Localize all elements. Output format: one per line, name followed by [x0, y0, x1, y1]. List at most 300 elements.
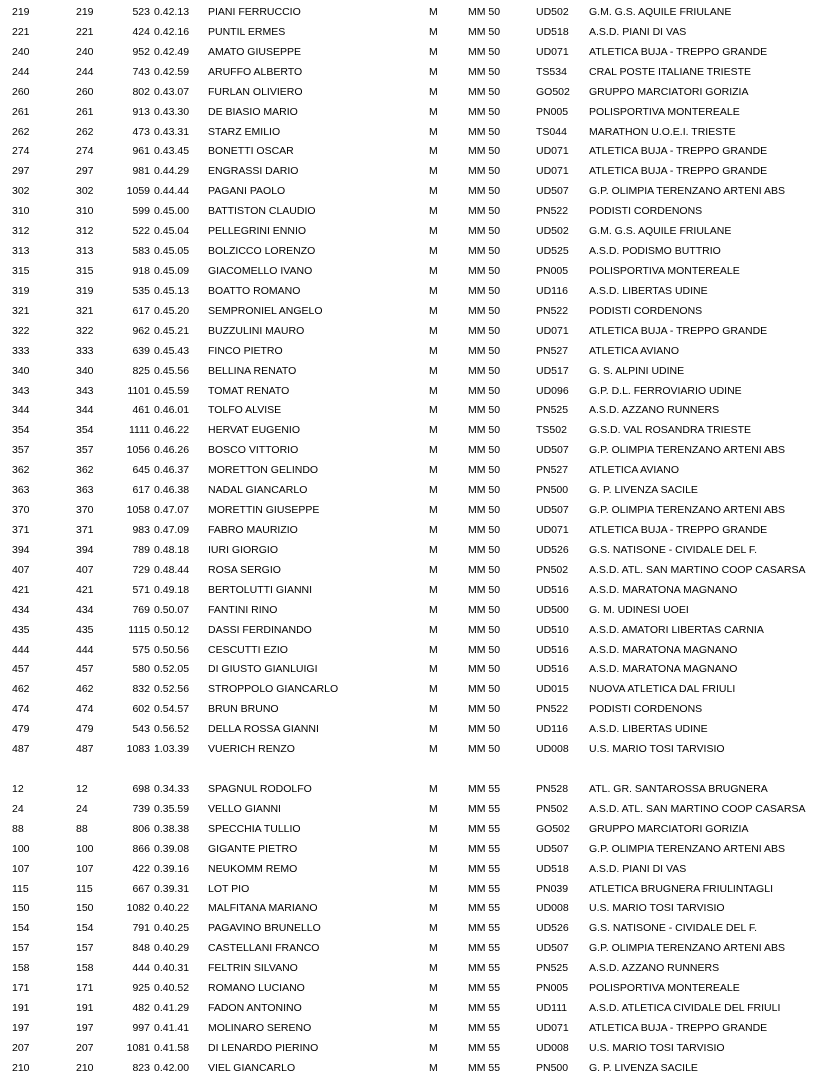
- table-row: [0, 302, 820, 322]
- category-position: 474: [76, 703, 94, 716]
- athlete-name: AMATO GIUSEPPE: [208, 45, 301, 58]
- results-table: [0, 3, 820, 1079]
- category-position: 394: [76, 543, 94, 556]
- athlete-name: SPECCHIA TULLIO: [208, 822, 301, 835]
- bib-number: 823: [132, 1061, 150, 1074]
- athlete-name: PAGANI PAOLO: [208, 185, 286, 198]
- athlete-name: BUZZULINI MAURO: [208, 324, 305, 337]
- club-name: G.P. OLIMPIA TERENZANO ARTENI ABS: [589, 942, 786, 955]
- club-name: A.S.D. LIBERTAS UDINE: [589, 723, 708, 736]
- position: 24: [12, 802, 24, 815]
- athlete-name: ROMANO LUCIANO: [208, 982, 305, 995]
- category-position: 260: [76, 85, 94, 98]
- club-name: G.M. G.S. AQUILE FRIULANE: [589, 225, 732, 238]
- athlete-name: ROSA SERGIO: [208, 563, 281, 576]
- club-name: A.S.D. MARATONA MAGNANO: [589, 643, 738, 656]
- finish-time: 0.41.41: [154, 1022, 190, 1035]
- club-code: TS534: [536, 65, 567, 78]
- category-position: 319: [76, 284, 94, 297]
- club-name: U.S. MARIO TOSI TARVISIO: [589, 902, 725, 915]
- bib-number: 729: [132, 563, 150, 576]
- club-name: A.S.D. AZZANO RUNNERS: [589, 404, 720, 417]
- position: 343: [12, 384, 30, 397]
- category-position: 457: [76, 663, 94, 676]
- club-name: ATLETICA BUJA - TREPPO GRANDE: [589, 324, 768, 337]
- sex: M: [429, 643, 438, 656]
- athlete-name: FABRO MAURIZIO: [208, 523, 298, 536]
- position: 210: [12, 1061, 30, 1074]
- athlete-name: LOT PIO: [208, 882, 250, 895]
- position: 158: [12, 962, 30, 975]
- category-position: 354: [76, 424, 94, 437]
- sex: M: [429, 105, 438, 118]
- position: 371: [12, 523, 30, 536]
- sex: M: [429, 225, 438, 238]
- category: MM 50: [468, 364, 501, 377]
- finish-time: 0.45.56: [154, 364, 190, 377]
- club-code: PN522: [536, 205, 569, 218]
- position: 260: [12, 85, 30, 98]
- category-position: 322: [76, 324, 94, 337]
- club-code: GO502: [536, 822, 570, 835]
- sex: M: [429, 304, 438, 317]
- sex: M: [429, 404, 438, 417]
- club-code: UD008: [536, 743, 569, 756]
- finish-time: 0.43.07: [154, 85, 190, 98]
- bib-number: 543: [132, 723, 150, 736]
- bib-number: 523: [132, 6, 150, 18]
- finish-time: 0.38.38: [154, 822, 190, 835]
- finish-time: 0.50.07: [154, 603, 190, 616]
- finish-time: 0.45.21: [154, 324, 190, 337]
- club-name: G.P. OLIMPIA TERENZANO ARTENI ABS: [589, 185, 786, 198]
- sex: M: [429, 1061, 438, 1074]
- sex: M: [429, 862, 438, 875]
- bib-number: 825: [132, 364, 150, 377]
- category-position: 362: [76, 464, 94, 477]
- position: 315: [12, 264, 30, 277]
- finish-time: 0.40.29: [154, 942, 190, 955]
- table-row: [0, 362, 820, 382]
- position: 302: [12, 185, 30, 198]
- athlete-name: DI GIUSTO GIANLUIGI: [208, 663, 318, 676]
- bib-number: 1081: [126, 1041, 150, 1054]
- category-position: 274: [76, 145, 94, 158]
- bib-number: 522: [132, 225, 150, 238]
- club-name: ATLETICA BUJA - TREPPO GRANDE: [589, 1022, 768, 1035]
- bib-number: 1059: [126, 185, 150, 198]
- category: MM 50: [468, 523, 501, 536]
- finish-time: 0.43.30: [154, 105, 190, 118]
- position: 12: [12, 782, 24, 795]
- category-position: 107: [76, 862, 94, 875]
- club-code: UD096: [536, 384, 569, 397]
- bib-number: 962: [132, 324, 150, 337]
- finish-time: 0.45.43: [154, 344, 190, 357]
- table-row: [0, 103, 820, 123]
- table-row: [0, 581, 820, 601]
- category-position: 310: [76, 205, 94, 218]
- sex: M: [429, 6, 438, 18]
- sex: M: [429, 464, 438, 477]
- table-row: [0, 521, 820, 541]
- category: MM 50: [468, 504, 501, 517]
- category: MM 55: [468, 882, 501, 895]
- finish-time: 0.39.31: [154, 882, 190, 895]
- category: MM 55: [468, 822, 501, 835]
- bib-number: 617: [132, 484, 150, 497]
- bib-number: 535: [132, 284, 150, 297]
- bib-number: 983: [132, 523, 150, 536]
- bib-number: 1111: [128, 424, 150, 437]
- category-position: 115: [76, 882, 93, 895]
- club-code: UD071: [536, 45, 569, 58]
- category: MM 50: [468, 105, 501, 118]
- club-code: UD071: [536, 145, 569, 158]
- club-name: ATLETICA BUJA - TREPPO GRANDE: [589, 145, 768, 158]
- finish-time: 0.39.16: [154, 862, 190, 875]
- club-name: G.P. OLIMPIA TERENZANO ARTENI ABS: [589, 444, 786, 457]
- club-name: POLISPORTIVA MONTEREALE: [589, 105, 740, 118]
- athlete-name: VIEL GIANCARLO: [208, 1061, 296, 1074]
- bib-number: 667: [132, 882, 150, 895]
- bib-number: 645: [132, 464, 150, 477]
- athlete-name: TOMAT RENATO: [208, 384, 290, 397]
- club-code: TS502: [536, 424, 567, 437]
- club-code: UD008: [536, 1041, 569, 1054]
- sex: M: [429, 1022, 438, 1035]
- position: 240: [12, 45, 30, 58]
- sex: M: [429, 723, 438, 736]
- club-name: ATLETICA BRUGNERA FRIULINTAGLI: [589, 882, 773, 895]
- category-position: 340: [76, 364, 94, 377]
- bib-number: 806: [132, 822, 150, 835]
- sex: M: [429, 344, 438, 357]
- athlete-name: CESCUTTI EZIO: [208, 643, 288, 656]
- finish-time: 0.45.09: [154, 264, 190, 277]
- position: 107: [12, 862, 30, 875]
- athlete-name: MALFITANA MARIANO: [208, 902, 318, 915]
- category: MM 50: [468, 484, 501, 497]
- category: MM 50: [468, 6, 501, 18]
- club-code: UD071: [536, 165, 569, 178]
- category: MM 50: [468, 145, 501, 158]
- club-name: G.S.D. VAL ROSANDRA TRIESTE: [589, 424, 752, 437]
- table-row: [0, 123, 820, 143]
- category-position: 191: [76, 1002, 94, 1015]
- club-code: UD507: [536, 504, 569, 517]
- athlete-name: BOLZICCO LORENZO: [208, 245, 316, 258]
- position: 479: [12, 723, 30, 736]
- position: 297: [12, 165, 30, 178]
- club-code: PN502: [536, 563, 569, 576]
- bib-number: 791: [132, 922, 150, 935]
- finish-time: 0.40.25: [154, 922, 190, 935]
- sex: M: [429, 444, 438, 457]
- position: 421: [12, 583, 30, 596]
- bib-number: 743: [132, 65, 150, 78]
- finish-time: 0.46.38: [154, 484, 190, 497]
- table-row: [0, 23, 820, 43]
- athlete-name: VUERICH RENZO: [208, 743, 295, 756]
- club-code: PN005: [536, 982, 569, 995]
- club-code: UD500: [536, 603, 569, 616]
- athlete-name: STARZ EMILIO: [208, 125, 281, 138]
- position: 407: [12, 563, 30, 576]
- club-name: A.S.D. ATLETICA CIVIDALE DEL FRIULI: [589, 1002, 781, 1015]
- position: 207: [12, 1041, 30, 1054]
- club-name: A.S.D. MARATONA MAGNANO: [589, 583, 738, 596]
- category-position: 333: [76, 344, 94, 357]
- sex: M: [429, 683, 438, 696]
- table-row: [0, 621, 820, 641]
- finish-time: 0.47.09: [154, 523, 190, 536]
- category: MM 50: [468, 424, 501, 437]
- athlete-name: FANTINI RINO: [208, 603, 278, 616]
- position: 435: [12, 623, 30, 636]
- position: 310: [12, 205, 30, 218]
- finish-time: 0.45.04: [154, 225, 190, 238]
- sex: M: [429, 25, 438, 38]
- position: 171: [12, 982, 30, 995]
- table-row: [0, 860, 820, 880]
- club-name: A.S.D. ATL. SAN MARTINO COOP CASARSA: [589, 563, 806, 576]
- position: 219: [12, 6, 30, 18]
- category: MM 50: [468, 125, 501, 138]
- category: MM 50: [468, 284, 501, 297]
- category: MM 50: [468, 703, 501, 716]
- athlete-name: ENGRASSI DARIO: [208, 165, 299, 178]
- table-row: [0, 83, 820, 103]
- athlete-name: MORETTIN GIUSEPPE: [208, 504, 320, 517]
- finish-time: 0.42.59: [154, 65, 190, 78]
- category: MM 50: [468, 743, 501, 756]
- club-code: UD517: [536, 364, 569, 377]
- club-code: UD518: [536, 862, 569, 875]
- finish-time: 0.45.05: [154, 245, 190, 258]
- table-row: [0, 680, 820, 700]
- position: 322: [12, 324, 30, 337]
- sex: M: [429, 882, 438, 895]
- category-position: 363: [76, 484, 94, 497]
- finish-time: 0.43.45: [154, 145, 190, 158]
- position: 100: [12, 842, 30, 855]
- athlete-name: HERVAT EUGENIO: [208, 424, 300, 437]
- bib-number: 1058: [126, 504, 150, 517]
- table-row: [0, 43, 820, 63]
- category: MM 50: [468, 65, 501, 78]
- table-row: [0, 939, 820, 959]
- position: 363: [12, 484, 30, 497]
- athlete-name: FELTRIN SILVANO: [208, 962, 298, 975]
- club-name: CRAL POSTE ITALIANE TRIESTE: [589, 65, 752, 78]
- category: MM 55: [468, 842, 501, 855]
- bib-number: 848: [132, 942, 150, 955]
- bib-number: 1082: [126, 902, 150, 915]
- table-row: [0, 840, 820, 860]
- sex: M: [429, 743, 438, 756]
- athlete-name: PAGAVINO BRUNELLO: [208, 922, 321, 935]
- table-row: [0, 541, 820, 561]
- club-code: PN522: [536, 304, 569, 317]
- club-name: POLISPORTIVA MONTEREALE: [589, 264, 740, 277]
- category-position: 221: [76, 25, 94, 38]
- athlete-name: BERTOLUTTI GIANNI: [208, 583, 313, 596]
- category-position: 150: [76, 902, 94, 915]
- finish-time: 0.44.44: [154, 185, 190, 198]
- club-code: UD071: [536, 1022, 569, 1035]
- category: MM 50: [468, 384, 501, 397]
- category: MM 50: [468, 264, 501, 277]
- table-row: [0, 242, 820, 262]
- athlete-name: BATTISTON CLAUDIO: [208, 205, 316, 218]
- category: MM 55: [468, 1061, 501, 1074]
- club-code: PN528: [536, 782, 569, 795]
- club-code: PN522: [536, 703, 569, 716]
- sex: M: [429, 284, 438, 297]
- position: 274: [12, 145, 30, 158]
- category: MM 50: [468, 304, 501, 317]
- category: MM 50: [468, 165, 501, 178]
- club-code: UD507: [536, 444, 569, 457]
- position: 370: [12, 504, 30, 517]
- bib-number: 639: [132, 344, 150, 357]
- club-code: PN527: [536, 344, 569, 357]
- table-row: [0, 780, 820, 800]
- club-name: PODISTI CORDENONS: [589, 205, 703, 218]
- athlete-name: DI LENARDO PIERINO: [208, 1041, 319, 1054]
- bib-number: 583: [132, 245, 150, 258]
- table-row: [0, 182, 820, 202]
- bib-number: 802: [132, 85, 150, 98]
- finish-time: 0.45.20: [154, 304, 190, 317]
- position: 362: [12, 464, 30, 477]
- athlete-name: MORETTON GELINDO: [208, 464, 319, 477]
- club-code: UD116: [536, 284, 568, 297]
- sex: M: [429, 364, 438, 377]
- bib-number: 571: [132, 583, 150, 596]
- category-position: 261: [76, 105, 94, 118]
- table-row: [0, 142, 820, 162]
- category: MM 55: [468, 962, 501, 975]
- table-row: [0, 561, 820, 581]
- bib-number: 424: [132, 25, 150, 38]
- table-row: [0, 800, 820, 820]
- position: 457: [12, 663, 30, 676]
- category: MM 50: [468, 324, 501, 337]
- table-row: [0, 262, 820, 282]
- category: MM 55: [468, 922, 501, 935]
- table-row: [0, 202, 820, 222]
- club-name: G.P. OLIMPIA TERENZANO ARTENI ABS: [589, 504, 786, 517]
- club-name: A.S.D. LIBERTAS UDINE: [589, 284, 708, 297]
- club-code: UD507: [536, 942, 569, 955]
- position: 487: [12, 743, 30, 756]
- position: 333: [12, 344, 30, 357]
- athlete-name: PELLEGRINI ENNIO: [208, 225, 307, 238]
- category: MM 55: [468, 942, 501, 955]
- sex: M: [429, 782, 438, 795]
- sex: M: [429, 543, 438, 556]
- table-row: [0, 63, 820, 83]
- bib-number: 789: [132, 543, 150, 556]
- table-row: [0, 641, 820, 661]
- position: 344: [12, 404, 30, 417]
- athlete-name: IURI GIORGIO: [208, 543, 279, 556]
- position: 394: [12, 543, 30, 556]
- club-name: A.S.D. PODISMO BUTTRIO: [589, 245, 721, 258]
- position: 88: [12, 822, 24, 835]
- category: MM 50: [468, 85, 501, 98]
- position: 357: [12, 444, 30, 457]
- club-code: UD502: [536, 6, 569, 18]
- finish-time: 0.44.29: [154, 165, 190, 178]
- club-name: A.S.D. PIANI DI VAS: [589, 862, 687, 875]
- athlete-name: BONETTI OSCAR: [208, 145, 294, 158]
- category-position: 210: [76, 1061, 94, 1074]
- category-position: 357: [76, 444, 94, 457]
- category: MM 50: [468, 404, 501, 417]
- table-row: [0, 820, 820, 840]
- club-name: ATL. GR. SANTAROSSA BRUGNERA: [589, 782, 768, 795]
- club-name: GRUPPO MARCIATORI GORIZIA: [589, 85, 749, 98]
- category: MM 50: [468, 205, 501, 218]
- table-row: [0, 501, 820, 521]
- finish-time: 0.50.12: [154, 623, 190, 636]
- finish-time: 0.45.59: [154, 384, 190, 397]
- category-position: 262: [76, 125, 94, 138]
- club-name: GRUPPO MARCIATORI GORIZIA: [589, 822, 749, 835]
- category-position: 479: [76, 723, 94, 736]
- bib-number: 997: [132, 1022, 150, 1035]
- table-row: [0, 1019, 820, 1039]
- club-code: UD507: [536, 842, 569, 855]
- position: 313: [12, 245, 30, 258]
- category-position: 370: [76, 504, 94, 517]
- category: MM 50: [468, 683, 501, 696]
- athlete-name: GIGANTE PIETRO: [208, 842, 298, 855]
- category-position: 462: [76, 683, 94, 696]
- club-code: UD071: [536, 523, 569, 536]
- bib-number: 832: [132, 683, 150, 696]
- category-position: 313: [76, 245, 94, 258]
- sex: M: [429, 902, 438, 915]
- club-code: PN005: [536, 264, 569, 277]
- sex: M: [429, 185, 438, 198]
- club-code: PN039: [536, 882, 569, 895]
- club-code: UD516: [536, 643, 569, 656]
- finish-time: 0.41.58: [154, 1041, 190, 1054]
- finish-time: 0.45.00: [154, 205, 190, 218]
- category-position: 297: [76, 165, 94, 178]
- finish-time: 0.48.18: [154, 543, 190, 556]
- bib-number: 961: [132, 145, 150, 158]
- table-row: [0, 700, 820, 720]
- category: MM 55: [468, 802, 501, 815]
- sex: M: [429, 205, 438, 218]
- position: 462: [12, 683, 30, 696]
- finish-time: 0.46.37: [154, 464, 190, 477]
- bib-number: 580: [132, 663, 150, 676]
- club-code: UD526: [536, 543, 569, 556]
- bib-number: 602: [132, 703, 150, 716]
- category: MM 50: [468, 543, 501, 556]
- category-position: 421: [76, 583, 94, 596]
- athlete-name: SEMPRONIEL ANGELO: [208, 304, 323, 317]
- category-position: 171: [76, 982, 94, 995]
- category-position: 302: [76, 185, 94, 198]
- bib-number: 739: [132, 802, 150, 815]
